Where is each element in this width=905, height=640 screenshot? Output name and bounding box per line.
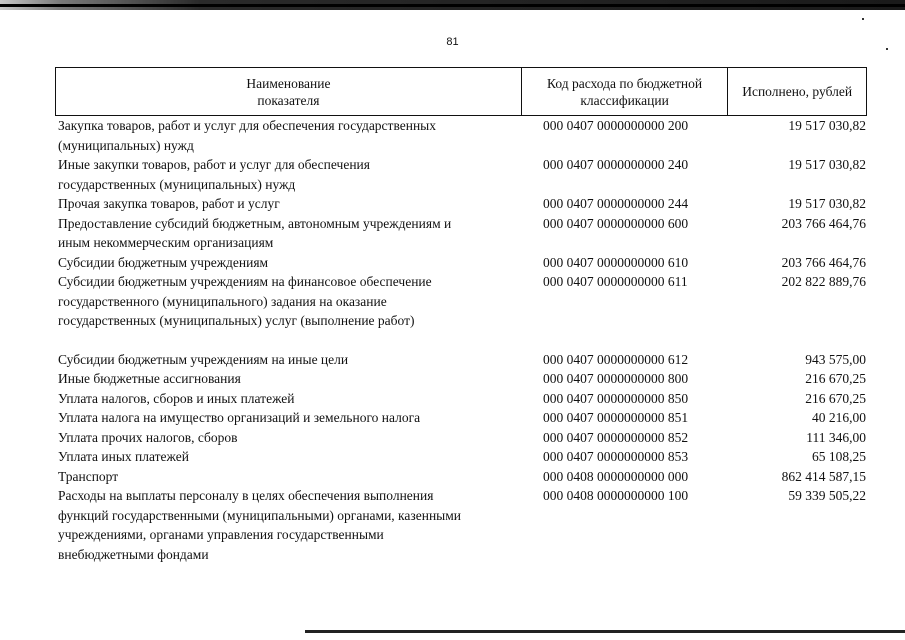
table-row (58, 447, 870, 467)
table-row (58, 253, 870, 273)
table-header (55, 67, 867, 116)
row-value: 65 108,25 (812, 449, 866, 464)
header-value-column: Исполнено, рублей (742, 84, 853, 99)
row-value: 19 517 030,82 (788, 196, 866, 211)
row-name-line: Предоставление субсидий бюджетным, автономным учреждениям и (58, 215, 452, 231)
row-code: 000 0407 0000000000 612 (543, 351, 689, 367)
table-row (58, 272, 870, 331)
header-code-line-2: классификации (580, 92, 669, 108)
row-value: 19 517 030,82 (788, 157, 866, 172)
row-value: 111 346,00 (806, 429, 866, 445)
row-code: 000 0408 0000000000 000 (543, 468, 689, 484)
row-code: 000 0407 0000000000 852 (543, 429, 689, 445)
row-code: 000 0407 0000000000 240 (543, 157, 689, 172)
row-name (58, 369, 525, 389)
row-name (58, 428, 525, 448)
row-value: 202 822 889,76 (781, 274, 866, 289)
row-name-line: Субсидии бюджетным учреждениям на иные цели (58, 351, 349, 367)
table-row (58, 389, 870, 409)
row-name-line: иным некоммерческим организациям (58, 235, 274, 250)
table-row (58, 155, 870, 194)
row-name (58, 389, 525, 409)
row-name-line: Иные закупки товаров, работ и услуг для обеспечения (58, 157, 370, 172)
row-name-line: государственных (муниципальных) услуг (выполнение работ) (58, 313, 415, 328)
row-code: 000 0407 0000000000 851 (543, 410, 689, 425)
row-name-line: Уплата иных платежей (58, 449, 189, 464)
row-name (58, 350, 525, 370)
row-name-line: Уплата налога на имущество организаций и земельного налога (58, 410, 421, 425)
row-code: 000 0407 0000000000 244 (543, 196, 689, 211)
header-code-column (522, 68, 728, 115)
table-row (58, 116, 870, 155)
row-name-line: Уплата налогов, сборов и иных платежей (58, 390, 295, 406)
row-value: 216 670,25 (805, 371, 866, 386)
row-name-line: Субсидии бюджетным учреждениям (58, 254, 269, 270)
table-row (58, 428, 870, 448)
table-row (58, 467, 870, 487)
table-row (58, 486, 870, 564)
scan-speck (886, 48, 888, 50)
row-name-line: Субсидии бюджетным учреждениям на финансовое обеспечение (58, 274, 432, 289)
row-name (58, 253, 525, 273)
scan-speck (862, 18, 864, 20)
row-name (58, 155, 525, 194)
row-value: 862 414 587,15 (781, 468, 866, 484)
row-code: 000 0407 0000000000 850 (543, 390, 689, 406)
row-code: 000 0408 0000000000 100 (543, 488, 689, 503)
row-name-line: Расходы на выплаты персоналу в целях обеспечения выполнения (58, 488, 434, 503)
row-name-line: функций государственными (муниципальными) органами, казенными (58, 507, 462, 523)
row-code: 000 0407 0000000000 610 (543, 254, 689, 270)
row-name (58, 116, 525, 155)
header-code-line-1: Код расхода по бюджетной (547, 75, 703, 91)
row-name-line: государственного (муниципального) задания на оказание (58, 293, 387, 309)
table-row (58, 350, 870, 370)
row-value: 943 575,00 (805, 351, 866, 367)
table-body (58, 116, 870, 564)
row-name (58, 194, 525, 214)
table-row (58, 194, 870, 214)
row-code: 000 0407 0000000000 800 (543, 371, 689, 386)
row-name-line: Иные бюджетные ассигнования (58, 371, 241, 386)
table-row (58, 408, 870, 428)
header-name-column (56, 68, 522, 115)
row-code: 000 0407 0000000000 853 (543, 449, 689, 464)
row-name-line: Закупка товаров, работ и услуг для обеспечения государственных (58, 118, 437, 133)
page-number: 81 (446, 36, 459, 48)
row-name-line: Уплата прочих налогов, сборов (58, 429, 238, 445)
header-name-line-2: показателя (257, 92, 320, 108)
row-name (58, 408, 525, 428)
row-name-line: учреждениями, органами управления государственными (58, 527, 384, 542)
row-value: 59 339 505,22 (788, 488, 866, 503)
row-name-line: внебюджетными фондами (58, 546, 209, 562)
row-code: 000 0407 0000000000 600 (543, 215, 689, 231)
table-row (58, 214, 870, 253)
scan-edge-bottom (305, 630, 905, 633)
row-spacer (58, 331, 870, 350)
row-name (58, 272, 525, 331)
row-name (58, 214, 525, 253)
row-code: 000 0407 0000000000 611 (543, 274, 688, 289)
row-name-line: государственных (муниципальных) нужд (58, 176, 296, 192)
row-value: 203 766 464,76 (781, 254, 866, 270)
row-name-line: (муниципальных) нужд (58, 137, 194, 153)
row-name (58, 447, 525, 467)
row-name-line: Транспорт (58, 468, 119, 484)
row-name-line: Прочая закупка товаров, работ и услуг (58, 196, 280, 211)
row-value: 216 670,25 (805, 390, 866, 406)
row-value: 40 216,00 (812, 410, 866, 425)
row-code: 000 0407 0000000000 200 (543, 118, 689, 133)
row-value: 203 766 464,76 (781, 215, 866, 231)
scan-edge-line (0, 4, 905, 7)
header-name-line-1: Наименование (246, 75, 331, 91)
table-row (58, 369, 870, 389)
row-name (58, 467, 525, 487)
row-value: 19 517 030,82 (788, 118, 866, 133)
row-name (58, 486, 525, 564)
